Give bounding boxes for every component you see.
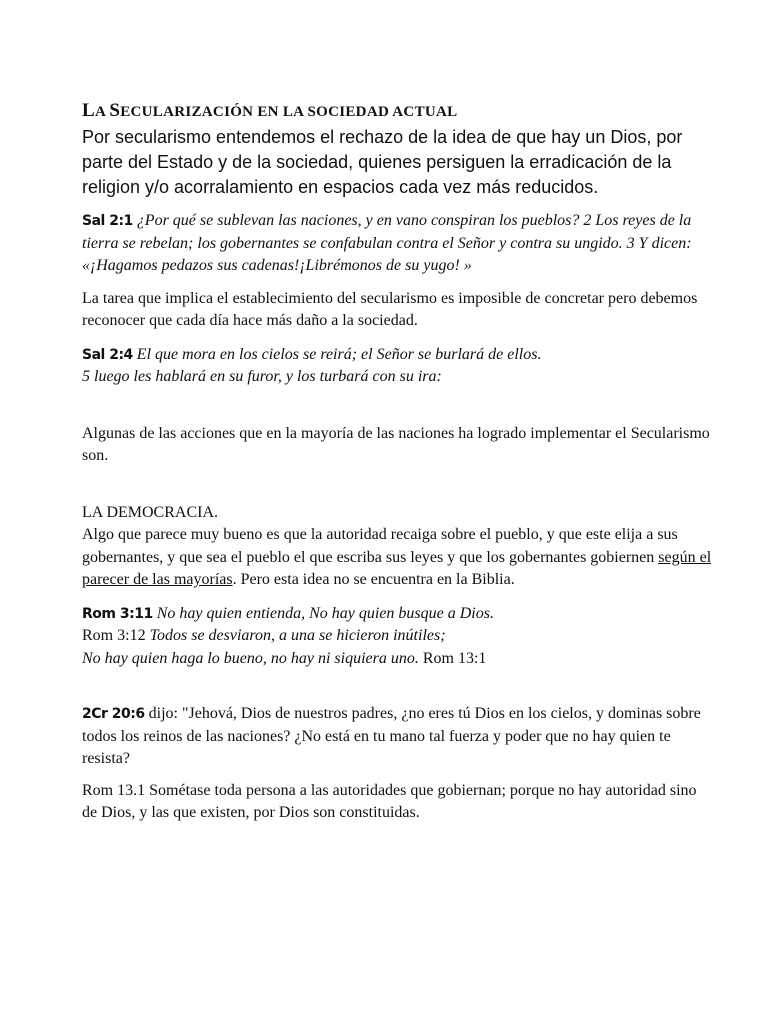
- heading-democracia: LA DEMOCRACIA.: [82, 503, 219, 521]
- verse-ref-2cr-20-6: 2Cr 20:6: [82, 706, 145, 722]
- title-part-2: ECULARIZACIÓN EN LA SOCIEDAD ACTUAL: [120, 104, 458, 120]
- verse-romanos: [82, 603, 712, 671]
- paragraph-rom-13-1: Rom 13.1 Sométase toda persona a las autoridades que gobiernan; porque no hay autoridad sino de Dios, y las que existen, por Dios son constituidas.: [82, 781, 697, 821]
- verse-ref-sal-2-1: Sal 2:1: [82, 213, 133, 229]
- verse-sal-2-4: [82, 344, 712, 389]
- title-initial-2: S: [109, 100, 121, 121]
- democracia-text-1: Algo que parece muy bueno es que la autoridad recaiga sobre el pueblo, y que este elija a sus gobernantes, y que sea el pueblo el que escriba sus leyes y que los gobernantes gobiernen: [82, 526, 678, 566]
- verse-ref-rom-13-1: Rom 13:1: [418, 649, 487, 667]
- verse-text-2cr-20-6: dijo: "Jehová, Dios de nuestros padres, ¿no eres tú Dios en los cielos, y dominas sobre todos los reinos de las naciones? ¿No está en tu mano tal fuerza y poder que no hay quien te resista?: [82, 705, 701, 767]
- title-initial-1: L: [82, 100, 95, 121]
- document-title: [82, 100, 712, 123]
- paragraph-acciones: Algunas de las acciones que en la mayoría de las naciones ha logrado implementar el Secularismo son.: [82, 424, 710, 464]
- verse-text-rom-3-12b: No hay quien haga lo bueno, no hay ni siquiera uno.: [82, 649, 419, 667]
- verse-ref-rom-3-11: Rom 3:11: [82, 605, 153, 622]
- paragraph-democracia: [82, 524, 712, 592]
- verse-sal-2-1: [82, 210, 712, 278]
- verse-ref-sal-2-4: Sal 2:4: [82, 346, 133, 363]
- verse-text-rom-3-11: No hay quien entienda, No hay quien busque a Dios.: [152, 604, 494, 622]
- document-page: [82, 100, 712, 825]
- verse-text-sal-2-1: ¿Por qué se sublevan las naciones, y en vano conspiran los pueblos? 2 Los reyes de la tierra se rebelan; los gobernantes se confabulan contra el Señor y contra su ungido. 3 Y dicen: «¡Hagamos pedazos sus cadenas!¡Librémonos de su yugo! »: [82, 212, 692, 274]
- democracia-underlined: según el parecer de las mayorías: [82, 548, 712, 588]
- paragraph-tarea: La tarea que implica el establecimiento del secularismo es imposible de concretar pero debemos reconocer que cada día hace más daño a la sociedad.: [82, 289, 698, 329]
- verse-2cr-20-6: [82, 703, 712, 771]
- verse-ref-rom-3-12: Rom 3:12: [82, 627, 146, 644]
- verse-text-sal-2-5: 5 luego les hablará en su furor, y los turbará con su ira:: [82, 368, 442, 385]
- intro-paragraph: Por secularismo entendemos el rechazo de la idea de que hay un Dios, por parte del Estado y de la sociedad, quienes persiguen la erradicación de la religion y/o acorralamiento en espacios cada vez más reducidos.: [82, 127, 683, 197]
- verse-text-sal-2-4: El que mora en los cielos se reirá; el Señor se burlará de ellos.: [132, 345, 542, 363]
- democracia-text-2: . Pero esta idea no se encuentra en la Biblia.: [232, 571, 515, 588]
- title-part-1: A: [94, 104, 110, 120]
- verse-text-rom-3-12: Todos se desviaron, a una se hicieron inútiles;: [145, 627, 446, 644]
